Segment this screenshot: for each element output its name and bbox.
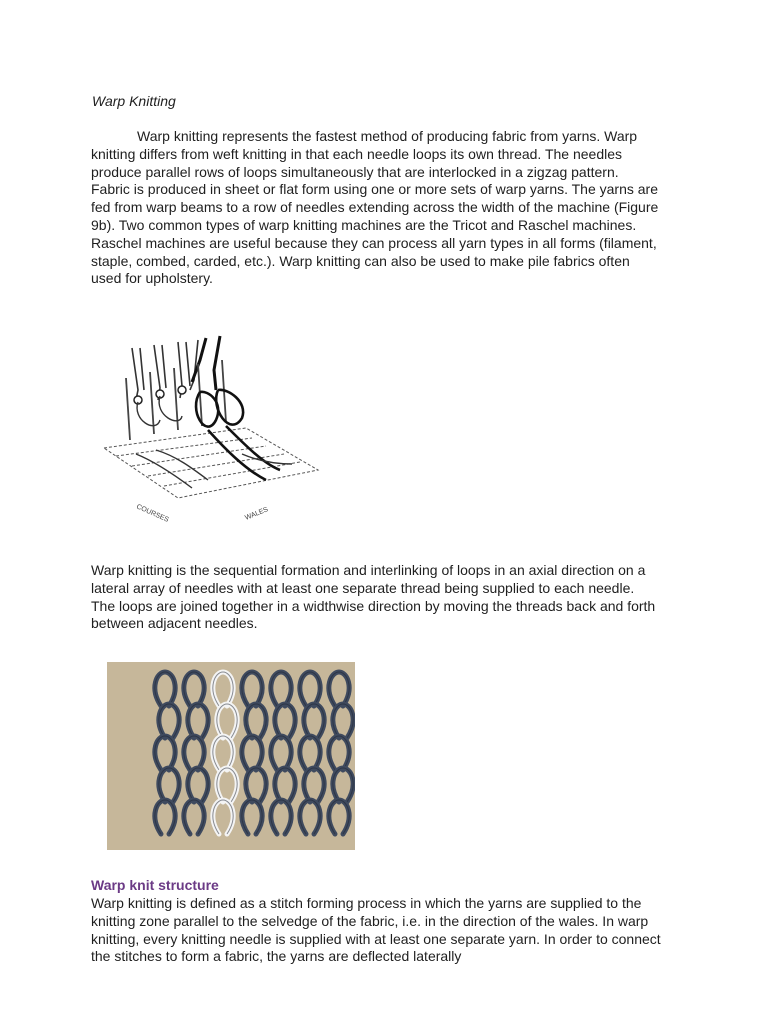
courses-label: COURSES bbox=[135, 503, 170, 524]
paragraph-definition: Warp knitting is the sequential formation and interlinking of loops in an axial direction on a lateral array of needles with at least one separate thread being supplied to each needle. The loops are joined together in a widthwise direction by moving the threads back and forth between adjacent needles. bbox=[91, 562, 656, 632]
warp-knit-structure-image bbox=[107, 662, 355, 850]
paragraph-intro: Warp knitting represents the fastest method of producing fabric from yarns. Warp knitting differs from weft knitting in that each needle loops its own thread. The needles produce parallel rows of loops simultaneously that are interlocked in a zigzag pattern. Fabric is produced in sheet or flat form using one or more sets of warp yarns. The yarns are fed from warp beams to a row of needles extending across the width of the machine (Figure 9b). Two common types of warp knitting machines are the Tricot and Raschel machines. Raschel machines are useful because they can process all yarn types in all forms (filament, staple, combed, carded, etc.). Warp knitting can also be used to make pile fabrics often used for upholstery. bbox=[91, 128, 659, 287]
document-title: Warp Knitting bbox=[92, 93, 176, 109]
section-heading-warp-knit-structure: Warp knit structure bbox=[91, 877, 219, 893]
paragraph-structure: Warp knitting is defined as a stitch forming process in which the yarns are supplied to the knitting zone parallel to the selvedge of the fabric, i.e. in the direction of the wales. In warp knitting, every knitting needle is supplied with at least one separate yarn. In order to connect the stitches to form a fabric, the yarns are deflected laterally bbox=[91, 895, 661, 965]
warp-knitting-needles-diagram bbox=[96, 330, 326, 545]
wales-label: WALES bbox=[244, 506, 270, 522]
